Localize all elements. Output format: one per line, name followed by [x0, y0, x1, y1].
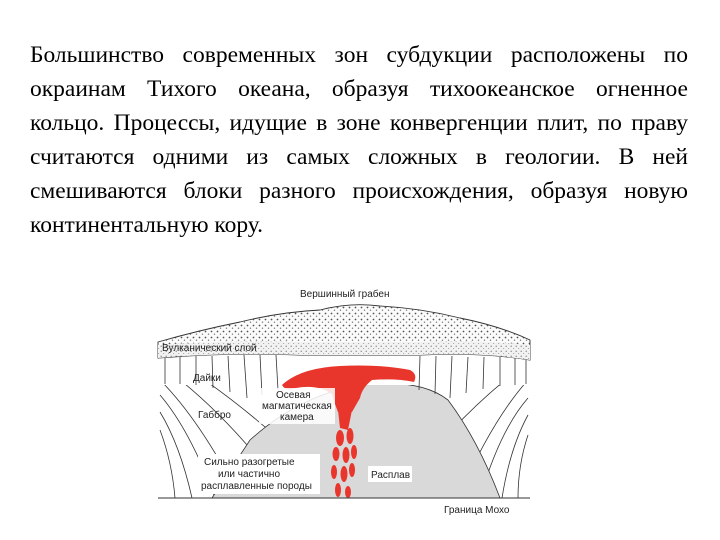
label-chamber-line-3: камера — [280, 412, 314, 423]
label-heated-line-2: или частично — [218, 469, 281, 480]
body-paragraph: Большинство современных зон субдукции расположены по окраинам Тихого океана, образуя тихоокеанское огненное кольцо. Процессы, идущие в зоне конвергенции плит, по праву считаются одними из самых сложных в геологии. В ней смешиваются блоки разного происхождения, образуя новую континентальную кору. — [30, 42, 688, 238]
label-volcanic: Вулканический слой — [162, 343, 257, 354]
label-melt-text: Расплав — [371, 470, 411, 481]
label-heated-line-1: Сильно разогретые — [204, 457, 295, 468]
label-gabbro: Габбро — [198, 410, 231, 421]
label-melt — [368, 466, 412, 482]
label-graben: Вершинный грабен — [300, 289, 390, 300]
label-chamber-line-2: магматическая — [262, 401, 332, 412]
label-heated-line-3: расплавленные породы — [201, 481, 312, 492]
label-dikes: Дайки — [193, 373, 221, 384]
label-chamber — [259, 388, 335, 424]
label-moho: Граница Мохо — [444, 505, 510, 516]
label-chamber-line-1: Осевая — [276, 390, 311, 401]
label-heated-rocks — [198, 454, 320, 494]
